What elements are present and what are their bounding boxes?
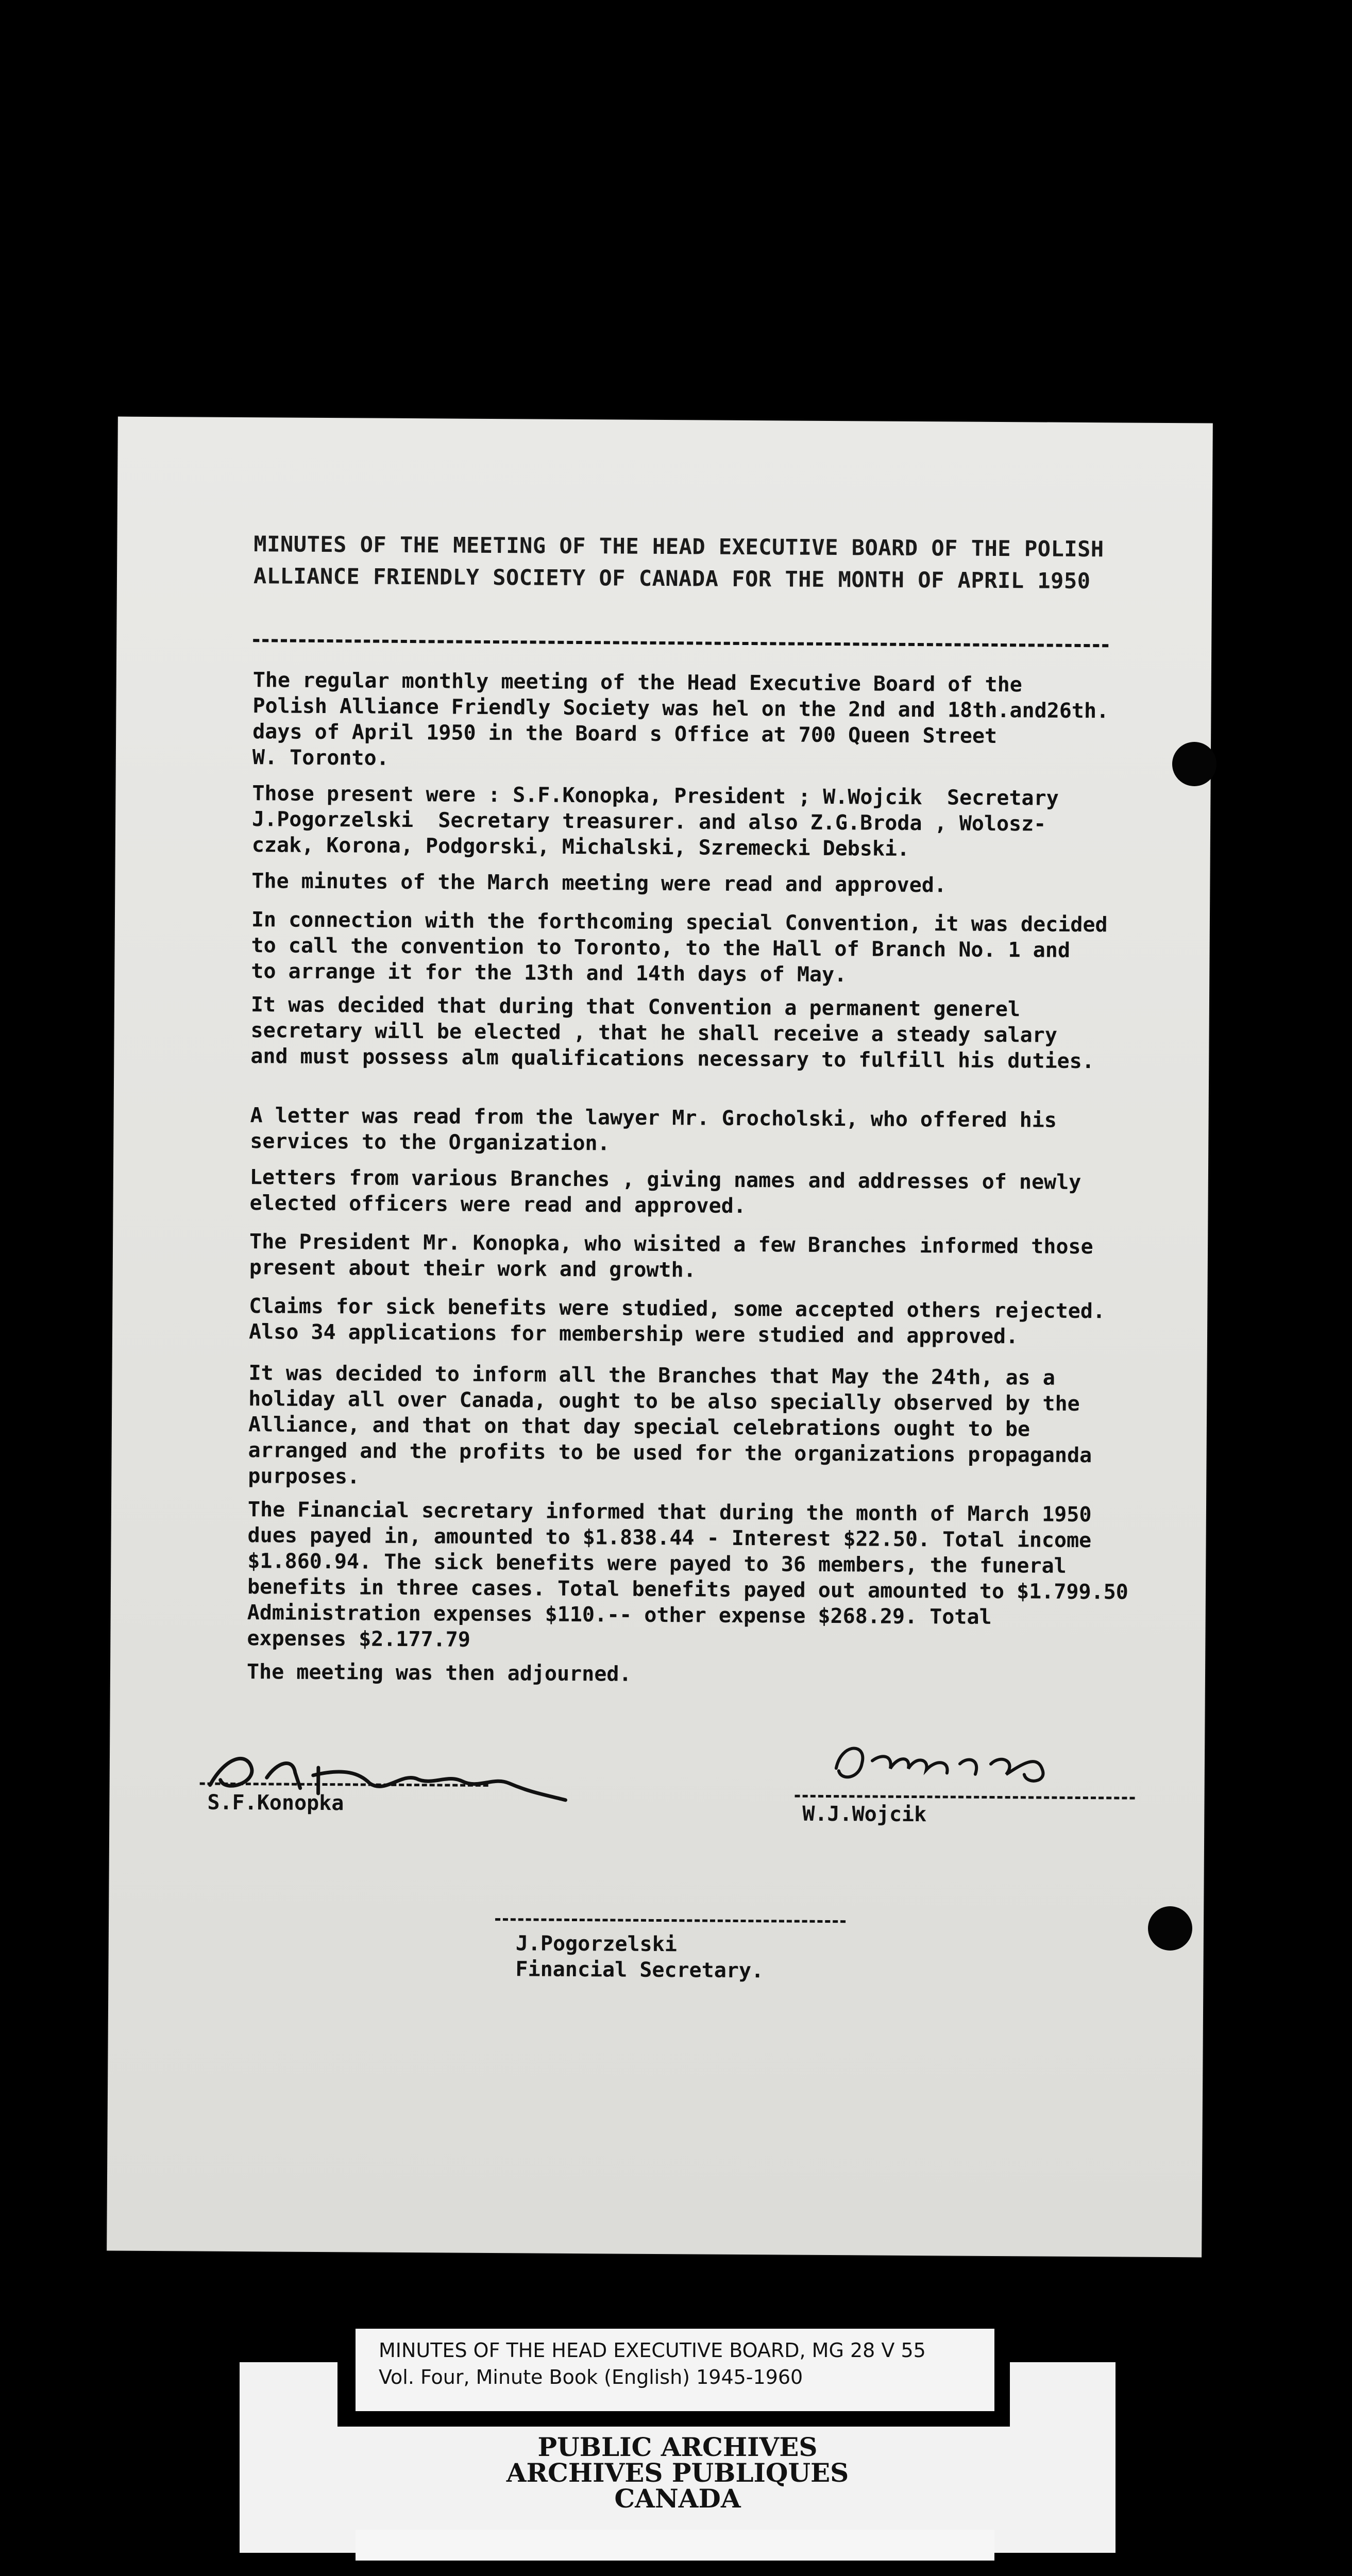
paragraph-branch-letters: Letters from various Branches , giving names and addresses of newly elected officers were read and approved. bbox=[249, 1165, 1081, 1218]
paragraph-attendees: Those present were : S.F.Konopka, President ; W.Wojcik Secretary J.Pogorzelski Secretary treasurer. and also Z.G.Broda , Wolosz- czak, Korona, Podgorski, Michalski, Szremecki Debski. bbox=[251, 782, 1059, 861]
paragraph-lawyer-letter: A letter was read from the lawyer Mr. Grocholski, who offered his services to the Organization. bbox=[250, 1104, 1057, 1156]
paragraph-may-24: It was decided to inform all the Branches that May the 24th, as a holiday all over Canada, ought to be also specially observed by the Alliance, and that on that day special celebrations ought to be arranged and the profits to be used for the organizations propaganda purposes. bbox=[248, 1361, 1092, 1489]
paragraph-secretary-election: It was decided that during that Convention a permanent generel secretary will be elected , that he shall receive a steady salary and must possess alm qualifications necessary to fulfill his duties. bbox=[250, 993, 1095, 1074]
punch-hole-top bbox=[1172, 742, 1216, 786]
title-divider bbox=[253, 639, 1108, 647]
archive-reference-line-2: Vol. Four, Minute Book (English) 1945-1960 bbox=[379, 2366, 803, 2388]
secretary-name: W.J.Wojcik bbox=[802, 1802, 927, 1827]
document-title bbox=[254, 528, 1104, 597]
paragraph-financial-report: The Financial secretary informed that during the month of March 1950 dues payed in, amounted to $1.838.44 - Interest $22.50. Total income $1.860.94. The sick benefits were payed to 36 members, the funeral benefits in three cases. Total benefits payed out amounted to $1.799.50 Administration expenses $110.-- other expense $268.29. Total expenses $2.177.79 bbox=[247, 1498, 1128, 1652]
archive-label-line-1: PUBLIC ARCHIVES bbox=[537, 2432, 818, 2462]
title-line-1: MINUTES OF THE MEETING OF THE HEAD EXECUTIVE BOARD OF THE POLISH bbox=[254, 531, 1104, 562]
archive-label-line-3: CANADA bbox=[614, 2483, 741, 2514]
archive-reference-line-1: MINUTES OF THE HEAD EXECUTIVE BOARD, MG 28 V 55 bbox=[379, 2339, 926, 2362]
paragraph-adjourned: The meeting was then adjourned. bbox=[246, 1660, 632, 1686]
paragraph-minutes-approved: The minutes of the March meeting were read and approved. bbox=[251, 869, 947, 897]
paragraph-sick-benefits: Claims for sick benefits were studied, some accepted others rejected. Also 34 applications for membership were studied and approved. bbox=[248, 1294, 1106, 1349]
document-page bbox=[107, 417, 1213, 2258]
paragraph-president-visits: The President Mr. Konopka, who wisited a few Branches informed those present about their work and growth. bbox=[249, 1230, 1093, 1282]
treasurer-title: Financial Secretary. bbox=[515, 1957, 764, 1983]
treasurer-name: J.Pogorzelski bbox=[515, 1931, 678, 1957]
secretary-signature bbox=[821, 1732, 1089, 1795]
punch-hole-bottom bbox=[1148, 1906, 1192, 1951]
president-name: S.F.Konopka bbox=[207, 1790, 344, 1816]
archive-bottom-strip bbox=[356, 2530, 994, 2561]
paragraph-meeting-intro: The regular monthly meeting of the Head Executive Board of the Polish Alliance Friendly Society was hel on the 2nd and 18th.and26th. days of April 1950 in the Board s Office at 700 Queen Street W. Toronto. bbox=[252, 668, 1109, 770]
paragraph-convention: In connection with the forthcoming special Convention, it was decided to call the convention to Toronto, to the Hall of Branch No. 1 and to arrange it for the 13th and 14th days of May. bbox=[251, 908, 1108, 987]
archive-label-line-2: ARCHIVES PUBLIQUES bbox=[506, 2458, 849, 2488]
treasurer-signature-line bbox=[495, 1918, 846, 1923]
title-line-2: ALLIANCE FRIENDLY SOCIETY OF CANADA FOR THE MONTH OF APRIL 1950 bbox=[253, 563, 1091, 594]
